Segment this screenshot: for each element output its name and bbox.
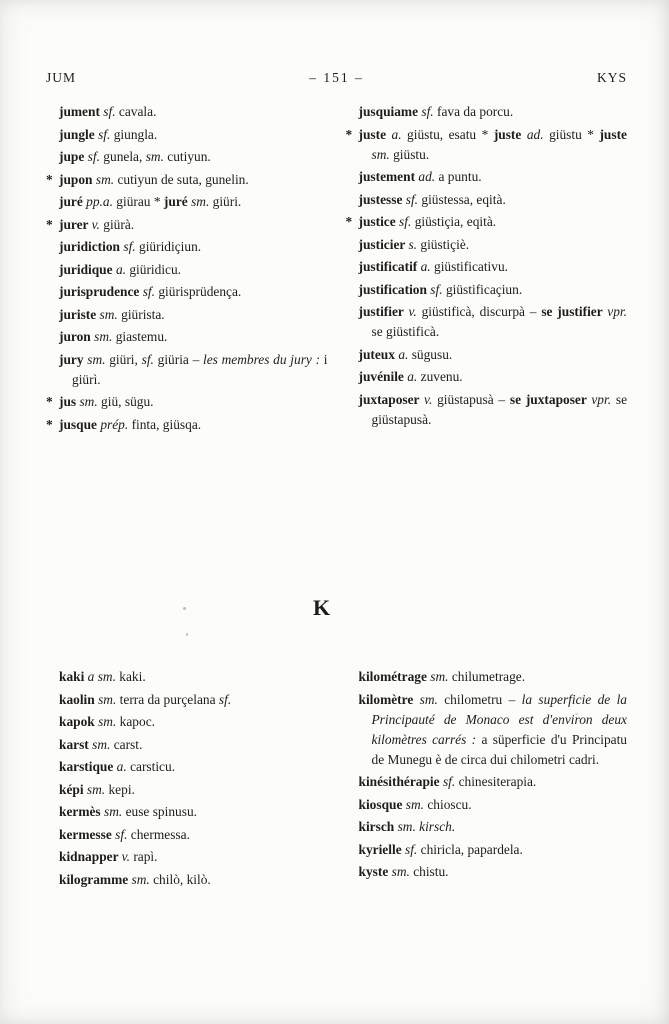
entry-segment: vpr. xyxy=(591,391,616,407)
entry-segment: v. xyxy=(121,849,134,864)
entry-segment: sf. xyxy=(421,104,438,119)
entry-segment: se juxtaposer xyxy=(509,391,592,407)
entry-segment: juste xyxy=(358,126,392,142)
entry-segment: chistu. xyxy=(413,864,449,879)
entry-segment: kaki xyxy=(59,669,88,684)
entry-segment: a. xyxy=(407,369,421,384)
entry-segment: kyrielle xyxy=(358,841,405,857)
dictionary-entry xyxy=(59,802,328,822)
dictionary-entry xyxy=(359,257,628,277)
entry-segment: kiosque xyxy=(358,796,406,812)
entry-segment: giürisprüdença. xyxy=(158,284,242,299)
entry-segment: képi xyxy=(59,781,87,797)
entry-segment: sm. xyxy=(79,394,102,409)
entry-segment: chioscu. xyxy=(427,796,472,812)
entry-segment: sm. xyxy=(92,736,114,752)
entry-segment: chinesiterapia. xyxy=(458,774,537,789)
dictionary-entry xyxy=(59,847,328,867)
entry-segment: giüri, xyxy=(109,351,142,367)
entry-segment: pp.a. xyxy=(86,194,117,209)
entry-segment: sf. xyxy=(103,104,119,119)
entry-segment: kaki. xyxy=(119,669,146,684)
entry-segment: sf. xyxy=(405,191,422,207)
page-number: – 151 – xyxy=(309,70,364,85)
entry-segment: giüri. xyxy=(212,194,242,209)
dictionary-entry xyxy=(59,305,328,325)
entry-segment: giü, sügu. xyxy=(101,394,154,409)
entry-segment: justificatif xyxy=(358,259,421,274)
entry-segment: v. xyxy=(424,391,438,407)
dictionary-entry xyxy=(359,817,628,837)
column-j-right xyxy=(346,102,628,437)
dictionary-entry xyxy=(59,712,328,732)
entry-segment: giüstapusà – xyxy=(437,391,510,407)
entry-segment: juriste xyxy=(59,306,100,322)
entry-segment: chilometru – xyxy=(444,691,522,707)
dictionary-entry xyxy=(59,237,328,257)
entry-segment: juvénile xyxy=(358,369,408,384)
dictionary-entry xyxy=(59,350,328,390)
dictionary-entry xyxy=(59,125,328,145)
dictionary-entry xyxy=(59,102,328,122)
dictionary-entry xyxy=(59,260,328,280)
entry-segment: giüstiçiè. xyxy=(420,236,470,252)
section-k xyxy=(46,667,627,892)
entry-segment: sf. xyxy=(141,351,158,367)
entry-segment: sf. xyxy=(123,239,139,254)
dictionary-entry xyxy=(59,825,328,845)
entry-segment: juron xyxy=(59,329,95,344)
dictionary-entry xyxy=(359,167,628,187)
dictionary-entry xyxy=(59,780,328,800)
entry-segment: se giüstapusà. xyxy=(371,391,628,427)
entry-segment: giüstessa, eqità. xyxy=(421,191,506,207)
entry-segment: i giürì. xyxy=(72,351,328,387)
entry-segment: euse spinusu. xyxy=(125,804,197,819)
entry-segment: sf. xyxy=(115,826,131,842)
entry-segment: justification xyxy=(358,281,431,297)
running-head-right: KYS xyxy=(596,70,627,85)
entry-segment: jusquiame xyxy=(358,104,422,119)
entry-segment: juxtaposer xyxy=(358,391,425,407)
entry-segment: giüstu * xyxy=(549,126,600,142)
section-j xyxy=(46,102,627,437)
entry-segment: ad. xyxy=(526,126,550,142)
dictionary-entry xyxy=(59,327,328,347)
entry-segment: giüria – xyxy=(157,351,203,367)
entry-segment: se justifier xyxy=(541,304,608,319)
entry-segment: v. xyxy=(408,304,422,319)
entry-segment: kermès xyxy=(59,804,104,819)
entry-segment: sm. xyxy=(87,351,110,367)
entry-segment: jurer xyxy=(59,216,92,232)
entry-segment: kidnapper xyxy=(59,849,122,864)
dictionary-entry xyxy=(359,795,628,815)
entry-segment: terra da purçelana xyxy=(119,691,219,707)
entry-segment: juste xyxy=(493,126,527,142)
entry-segment: sf. xyxy=(404,841,421,857)
entry-segment: sf. xyxy=(142,284,159,299)
dictionary-entry xyxy=(359,367,628,387)
star-marker: * xyxy=(345,126,353,142)
entry-segment: a. xyxy=(398,346,412,362)
entry-segment: sm. xyxy=(95,171,118,187)
entry-segment: sm. xyxy=(94,329,116,344)
entry-segment: cavala. xyxy=(118,104,157,119)
star-marker: * xyxy=(46,171,53,187)
entry-segment: justicier xyxy=(358,236,409,252)
dictionary-entry xyxy=(359,102,628,122)
dictionary-entry xyxy=(359,667,628,687)
entry-segment: sm. xyxy=(391,864,414,879)
entry-segment: jus xyxy=(59,394,80,409)
entry-segment: juteux xyxy=(358,346,399,362)
dictionary-entry xyxy=(59,147,328,167)
dictionary-entry xyxy=(359,390,628,430)
entry-segment: ad. xyxy=(418,169,439,184)
entry-segment: kepi. xyxy=(108,781,135,797)
entry-segment: s. xyxy=(408,236,421,252)
dictionary-entry xyxy=(46,415,328,435)
entry-segment: prép. xyxy=(100,416,132,432)
entry-segment: chermessa. xyxy=(130,826,190,842)
entry-segment: se giüstificà. xyxy=(371,324,440,339)
dictionary-entry xyxy=(359,302,628,342)
entry-segment: chiricla, papardela. xyxy=(420,841,523,857)
entry-segment: la superficie de la Principauté de Monaco est d'environ deux kilomètres carrés : xyxy=(371,691,627,747)
entry-segment: chilumetrage. xyxy=(451,669,526,684)
entry-segment: karst xyxy=(59,736,93,752)
entry-segment: rapì. xyxy=(133,849,158,864)
entry-segment: kinésithérapie xyxy=(358,774,443,789)
entry-segment: giastemu. xyxy=(115,329,168,344)
entry-segment: sf. xyxy=(442,774,459,789)
star-marker: * xyxy=(46,416,53,432)
entry-segment: jument xyxy=(59,104,104,119)
entry-segment: sf. xyxy=(98,126,114,142)
dictionary-entry xyxy=(359,772,628,792)
entry-segment: sm. xyxy=(405,796,428,812)
entry-segment: kirsch. xyxy=(419,819,456,834)
entry-segment: sm. xyxy=(98,691,120,707)
dictionary-entry xyxy=(359,235,628,255)
entry-segment: sm. xyxy=(371,146,394,162)
entry-segment: fava da porcu. xyxy=(437,104,514,119)
dictionary-entry xyxy=(59,282,328,302)
dictionary-entry xyxy=(359,840,628,860)
entry-segment: giüstificaçiun. xyxy=(445,281,523,297)
entry-segment: giüstu, esatu * xyxy=(407,126,494,142)
entry-segment: sm. xyxy=(86,781,109,797)
entry-segment: kaolin xyxy=(59,691,99,707)
dictionary-entry xyxy=(46,215,328,235)
entry-segment: giungla. xyxy=(113,126,158,142)
running-head xyxy=(46,70,627,86)
entry-segment: jurisprudence xyxy=(59,284,143,299)
entry-segment: sm. xyxy=(104,804,126,819)
dictionary-entry xyxy=(59,192,328,212)
entry-segment: kilogramme xyxy=(59,871,132,887)
entry-segment: giürista. xyxy=(121,306,165,322)
entry-segment: justifier xyxy=(358,304,409,319)
column-k-right xyxy=(346,667,628,892)
entry-segment: kirsch xyxy=(358,819,398,834)
entry-segment: sm. xyxy=(131,871,154,887)
entry-segment: jupon xyxy=(59,171,96,187)
dictionary-entry xyxy=(359,690,628,770)
entry-segment: juste xyxy=(599,126,627,142)
dictionary-entry xyxy=(46,170,328,190)
entry-segment: jusque xyxy=(59,416,101,432)
entry-segment: giüridicu. xyxy=(129,261,182,277)
entry-segment: giüstificativu. xyxy=(434,259,509,274)
entry-segment: sf. xyxy=(218,691,232,707)
scan-speck xyxy=(186,633,188,636)
entry-segment: sm. xyxy=(145,149,168,164)
section-letter-k: K xyxy=(312,595,331,620)
dictionary-entry xyxy=(59,757,328,777)
entry-segment: sf. xyxy=(399,214,415,229)
entry-segment: juré xyxy=(59,194,87,209)
dictionary-entry xyxy=(359,345,628,365)
entry-segment: giürà. xyxy=(103,216,135,232)
entry-segment: jungle xyxy=(59,126,99,142)
entry-segment: sm. xyxy=(191,194,213,209)
entry-segment: a. xyxy=(420,259,434,274)
star-marker: * xyxy=(46,394,53,409)
scan-speck xyxy=(575,713,578,715)
entry-segment: giüstiçia, eqità. xyxy=(414,214,497,229)
entry-segment: sügusu. xyxy=(411,346,453,362)
entry-segment: a sm. xyxy=(87,669,120,684)
entry-segment: finta, giüsqa. xyxy=(131,416,202,432)
entry-segment: zuvenu. xyxy=(420,369,463,384)
entry-segment: juré xyxy=(163,194,192,209)
dictionary-entry xyxy=(59,735,328,755)
dictionary-entry xyxy=(359,862,628,882)
column-k-left xyxy=(46,667,328,892)
dictionary-entry xyxy=(359,190,628,210)
star-marker: * xyxy=(46,216,53,232)
entry-segment: jury xyxy=(59,351,88,367)
entry-segment: sm. xyxy=(98,714,120,729)
entry-segment: juridiction xyxy=(59,239,124,254)
entry-segment: cutiyun de suta, gunelin. xyxy=(117,171,249,187)
entry-segment: karstique xyxy=(59,759,117,774)
dictionary-entry xyxy=(59,870,328,890)
entry-segment: giüridiçiun. xyxy=(139,239,202,254)
entry-segment: sm. xyxy=(99,306,122,322)
entry-segment: kilomètre xyxy=(358,691,420,707)
entry-segment: kyste xyxy=(358,864,392,879)
entry-segment: kapok xyxy=(59,714,99,729)
star-marker: * xyxy=(345,214,353,229)
dictionary-entry xyxy=(59,690,328,710)
entry-segment: gunela, xyxy=(103,149,146,164)
entry-segment: sm. xyxy=(430,669,452,684)
entry-segment: chilò, kilò. xyxy=(153,871,211,887)
entry-segment: justement xyxy=(358,169,419,184)
entry-segment: carst. xyxy=(113,736,143,752)
entry-segment: jupe xyxy=(59,149,88,164)
entry-segment: sf. xyxy=(430,281,446,297)
entry-segment: giürau * xyxy=(116,194,164,209)
entry-segment: carsticu. xyxy=(130,759,176,774)
entry-segment: a. xyxy=(115,261,130,277)
entry-segment: justesse xyxy=(358,191,406,207)
scan-speck xyxy=(183,607,186,610)
entry-segment: a. xyxy=(116,759,131,774)
entry-segment: kermesse xyxy=(59,826,116,842)
dictionary-entry xyxy=(359,280,628,300)
dictionary-entry xyxy=(345,212,628,232)
entry-segment: sm. xyxy=(397,819,420,834)
entry-segment: giüstificà, discurpà – xyxy=(421,304,542,319)
entry-segment: les membres du jury : xyxy=(203,351,324,367)
entry-segment: sf. xyxy=(87,149,104,164)
entry-segment: juridique xyxy=(59,261,116,277)
entry-segment: a süperficie d'u Principatu de Munegu è de circa dui chilometri cadri. xyxy=(371,731,627,767)
entry-segment: kilométrage xyxy=(358,669,431,684)
entry-segment: a. xyxy=(391,126,408,142)
running-head-left: JUM xyxy=(46,70,77,85)
dictionary-entry xyxy=(345,125,628,165)
entry-segment: a puntu. xyxy=(438,169,482,184)
entry-segment: cutiyun. xyxy=(167,149,211,164)
entry-segment: giüstu. xyxy=(393,146,430,162)
dictionary-entry xyxy=(59,667,328,687)
dictionary-entry xyxy=(46,392,328,412)
entry-segment: justice xyxy=(358,214,400,229)
column-j-left xyxy=(46,102,328,437)
entry-segment: sm. xyxy=(419,691,445,707)
entry-segment: kapoc. xyxy=(119,714,155,729)
entry-segment: vpr. xyxy=(607,304,627,319)
entry-segment: v. xyxy=(91,216,104,232)
